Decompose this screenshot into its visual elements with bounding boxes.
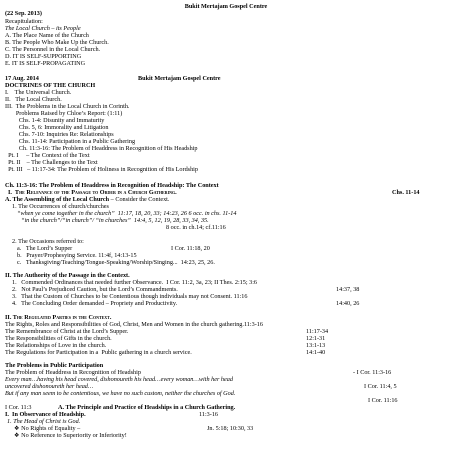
- regulated-ref: 13:1-13: [306, 342, 326, 349]
- doctrines-heading: DOCTRINES OF THE CHURCH: [5, 82, 96, 89]
- authority-item: 3. That the Custom of Churches to be Contentious though individuals may not Consent. 11:16: [12, 293, 248, 300]
- public-first-ref: - I Cor. 11:3-16: [353, 369, 392, 376]
- occasion-item: a. The Lord’s Supper: [17, 245, 73, 252]
- outline-line: Chs. 7-10: Inquiries Re: Relationships: [5, 131, 114, 138]
- regulated-ref: 12:1-31: [306, 335, 326, 342]
- doc-date: (22 Sep. 2013): [5, 10, 42, 17]
- outline-line: II. The Local Church.: [5, 96, 62, 103]
- regulated-row: The Regulations for Participation in a Public gathering in a church service.: [5, 349, 192, 356]
- authority-heading: II. The Authority of the Passage in the Context.: [5, 272, 130, 279]
- outline-line: Pt. III – 11:17-34: The Problem of Holiness in Recognition of His Lordship: [5, 166, 198, 173]
- head-of-christ: 1. The Head of Christ is God.: [7, 418, 81, 425]
- context-heading: Ch. 11:3-16: The Problem of Headdress in Recognition of Headship: The Context: [5, 182, 219, 189]
- authority-ref: 14:37, 38: [336, 286, 360, 293]
- regulated-row: The Relationships of Love in the church.: [5, 342, 107, 349]
- observance-ref: 11:3-16: [199, 411, 219, 418]
- recap-item: C. The Personnel in the Local Church.: [5, 46, 101, 53]
- doc-title: Bukit Mertajam Gospel Centre: [184, 3, 268, 10]
- regulated-row: The Remembrance of Christ at the Lord’s Supper.: [5, 328, 129, 335]
- regulated-ref: 14:1-40: [306, 349, 326, 356]
- principle-heading: A. The Principle and Practice of Headships in a Church Gathering.: [58, 404, 236, 411]
- bullet-line: [14, 425, 80, 432]
- occasions-label: 2. The Occasions referred to:: [12, 238, 84, 245]
- quote-ref: I Cor. 11:16: [368, 397, 398, 404]
- regulated-row: The Responsibilities of Gifts in the church.: [5, 335, 112, 342]
- occurrence-line: 8 occ. in ch.14; cf.11:16: [166, 224, 226, 231]
- occurrence-line: “in the church”/“in church”/ “in churches” 14:4, 5, 12, 19, 28, 33, 34, 35.: [21, 217, 209, 224]
- outline-line: Problems Raised by Chloe’s Report: (1:11): [5, 110, 123, 117]
- recap-subtitle: The Local Church – its People: [5, 25, 81, 32]
- recap-heading: Recapitulation:: [5, 18, 43, 25]
- recap-item: B. The People Who Make Up the Church.: [5, 39, 109, 46]
- recap-item: A. The Place Name of the Church: [5, 32, 89, 39]
- outline-line: Ch. 11:3-16: The Problem of Headdress in Recognition of His Headship: [5, 145, 198, 152]
- session-date: 17 Aug. 2014: [5, 75, 39, 82]
- authority-item: 4. The Concluding Order demanded – Propriety and Productivity.: [12, 300, 178, 307]
- quote-line: But if any man seem to be contentious, we have no such custom, neither the churches of God.: [5, 390, 236, 397]
- outline-line: Pt. II – The Challenges to the Text: [5, 159, 98, 166]
- occurrence-line: “when ye come together in the church” 11:17, 18, 20, 33; 14:23, 26 6 occ. in chs. 11-14: [17, 210, 237, 217]
- occasion-item: c. Thanksgiving/Teaching/Tongue-Speaking/Worship/Singing... 14:23, 25, 26.: [17, 259, 215, 266]
- recap-item: D. IT IS SELF-SUPPORTING: [5, 53, 82, 60]
- assembling-title: A. The Assembling of the Local Church: [5, 196, 110, 203]
- regulated-intro: The Rights, Roles and Responsibilities of God, Christ, Men and Women in the church gathering.11:3-16: [5, 321, 263, 328]
- outline-line: Chs. 11-14: Participation in a Public Gathering: [5, 138, 136, 145]
- observance-heading: I. In Observance of Headship.: [5, 411, 86, 418]
- public-first: The Problem of Headdress in Recognition of Headship: [5, 369, 141, 376]
- diamond-bullet-icon: ❖: [14, 425, 22, 432]
- bullet-line: [14, 432, 127, 439]
- authority-ref: 14:40, 26: [336, 300, 360, 307]
- authority-item: 2. Not Paul’s Prejudiced Caution, but the Lord’s Commandments.: [12, 286, 178, 293]
- occasion-ref: I Cor. 11:18, 20: [171, 245, 210, 252]
- session-church: Bukit Mertajam Gospel Centre: [138, 75, 221, 82]
- assembling-heading: [5, 196, 169, 203]
- outline-line: Chs. 5, 6: Immorality and Litigation: [5, 124, 109, 131]
- relevance-heading: I. The Relevance of the Passage to Order in a Church Gathering.: [8, 189, 177, 196]
- bullet-text: No Reference to Superiority or Inferiority!: [21, 432, 127, 439]
- public-heading: The Problems in Public Participation: [5, 362, 104, 369]
- diamond-bullet-icon: ❖: [14, 432, 22, 439]
- recap-item: E. IT IS SELF-PROPAGATING: [5, 60, 86, 67]
- bullet-text: No Rights of Equality –: [21, 425, 81, 432]
- outline-line: III. The Problems in the Local Church in Corinth.: [5, 103, 130, 110]
- assembling-suffix: – Consider the Context.: [109, 196, 170, 203]
- regulated-heading: II. The Regulated Parties in the Context.: [5, 314, 112, 321]
- quote-ref: I Cor. 11:4, 5: [364, 383, 397, 390]
- quote-line: Every man…having his head covered, dishonoureth his head…every woman…with her head: [5, 376, 233, 383]
- outline-line: I. The Universal Church.: [5, 89, 72, 96]
- bullet-ref: Jn. 5:18; 10:30, 33: [207, 425, 254, 432]
- relevance-ref: Chs. 11-14: [392, 189, 420, 196]
- outline-line: Chs. 1-4: Disunity and Immaturity: [5, 117, 105, 124]
- principle-ref: I Cor. 11:3: [5, 404, 32, 411]
- authority-item: 1. Commended Ordinances that needed further Observance. I Cor. 11:2, 3a, 23; II Thes. 2:15; 3:6: [12, 279, 258, 286]
- outline-line: Pt. I – The Context of the Text: [5, 152, 90, 159]
- occurrences-label: 1. The Occurrences of church/churches: [12, 203, 109, 210]
- occasion-item: b. Prayer/Prophesying Service. 11:4f, 14:13-15: [17, 252, 137, 259]
- quote-line: uncovered dishonoureth her head…: [5, 383, 94, 390]
- regulated-ref: 11:17-34: [306, 328, 329, 335]
